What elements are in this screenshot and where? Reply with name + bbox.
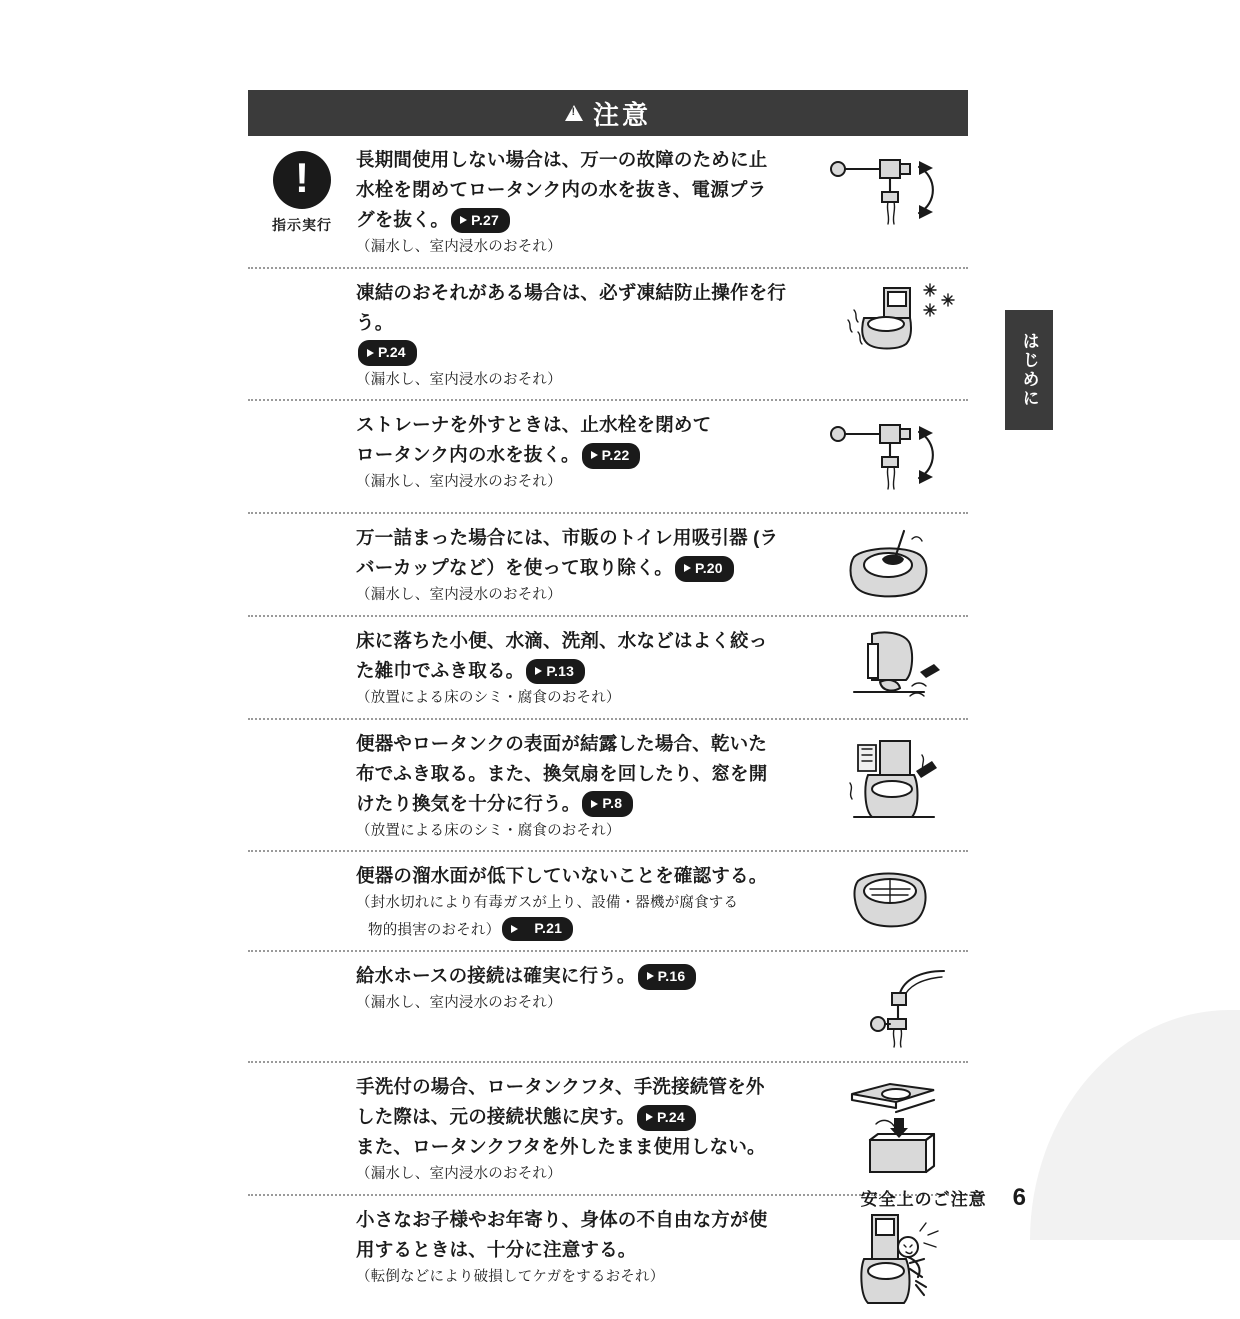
caution-line: 凍結のおそれがある場合は、必ず凍結防止操作を行う。 [356,281,787,333]
caution-note: （漏水し、室内浸水のおそれ） [356,474,562,491]
caution-note: （放置による床のシミ・腐食のおそれ） [356,822,621,839]
caution-figure [820,861,968,939]
instruction-gutter-label: 指示実行 [272,217,332,233]
play-triangle-icon [460,216,467,224]
caution-line-with-ref [356,1102,812,1132]
page-reference-badge[interactable] [638,964,697,990]
caution-figure [820,410,968,504]
warning-triangle-icon [565,105,583,121]
footer-page-number: 6 [1012,1184,1026,1211]
caution-line: した際は、元の接続状態に戻す。 [356,1106,636,1128]
caution-line: グを抜く。 [356,208,450,230]
strainer-valve-icon [824,412,964,504]
instruction-gutter-spacer [248,861,356,867]
caution-note: （漏水し、室内浸水のおそれ） [356,238,562,255]
caution-line: けたり換気を十分に行う。 [356,792,581,814]
caution-item-text [356,410,820,494]
caution-item-text [356,1205,820,1289]
caution-line-with-ref [356,553,812,583]
caution-line: 長期間使用しない場合は、万一の故障のために止 [356,149,768,170]
footer-section-label: 安全上のご注意 [860,1190,987,1209]
caution-line: 手洗付の場合、ロータンクフタ、手洗接続管を外 [356,1076,765,1098]
play-triangle-icon [535,667,542,675]
caution-line: また、ロータンクフタを外したまま使用しない。 [356,1136,766,1158]
caution-banner [248,90,968,136]
page-reference-label: P.21 [534,920,563,937]
caution-line: バーカップなど）を使って取り除く。 [356,557,673,579]
section-side-tab [1005,310,1053,430]
caution-figure [820,145,968,239]
caution-item-row [248,1061,968,1194]
toilet-freeze-icon [824,280,964,362]
caution-note: （漏水し、室内浸水のおそれ） [356,1166,562,1183]
play-triangle-icon [591,800,598,808]
exclamation-circle-icon: ! [273,151,331,209]
page-reference-label: P.16 [657,967,686,984]
condensation-wipe-icon [824,731,964,831]
caution-line-with-ref [356,656,812,686]
section-side-tab-label: はじめに [1019,332,1039,408]
caution-line-with-ref [356,440,812,470]
page-reference-label: P.20 [694,559,723,576]
page-reference-badge[interactable] [526,659,585,685]
caution-item-row [248,399,968,512]
caution-line: 用するときは、十分に注意する。 [356,1238,637,1260]
caution-item-text [356,729,820,843]
play-triangle-icon [367,349,374,357]
page-reference-label: P.24 [378,344,406,361]
caution-item-row [248,136,968,267]
stop-valve-close-icon [824,147,964,239]
caution-note: （放置による床のシミ・腐食のおそれ） [356,689,621,706]
caution-line: 給水ホースの接続は確実に行う。 [356,965,636,987]
wipe-floor-cloth-icon [824,628,964,708]
page-reference-badge[interactable] [582,443,641,469]
tank-lid-handwash-icon [824,1074,964,1176]
caution-ref-line [356,338,812,368]
caution-line: 便器の溜水面が低下していないことを確認する。 [356,865,768,887]
page-reference-badge[interactable] [675,556,734,582]
instruction-gutter-spacer [248,523,356,529]
page-reference-label: P.8 [602,795,623,812]
caution-line: 水栓を閉めてロータンク内の水を抜き、電源プラ [356,178,767,200]
water-seal-level-icon [824,863,964,939]
play-triangle-icon [647,972,654,980]
caution-item-text [356,626,820,710]
caution-item-text [356,278,820,392]
page-reference-label: P.13 [546,662,575,679]
page-reference-badge[interactable] [582,791,633,817]
caution-figure [820,1205,968,1311]
instruction-gutter-spacer [248,626,356,632]
caution-item-row [248,512,968,615]
caution-item-text [356,523,820,607]
caution-note-with-ref [356,917,812,942]
plunger-bowl-icon [824,525,964,603]
caution-item-text [356,145,820,259]
caution-figure [820,626,968,708]
instruction-gutter [248,145,356,235]
caution-note: 物的損害のおそれ） [368,922,501,939]
caution-line: 床に落ちた小便、水滴、洗剤、水などはよく絞っ [356,630,768,651]
caution-line: 布でふき取る。また、換気扇を回したり、窓を開 [356,762,768,784]
instruction-gutter-spacer [248,961,356,967]
page-reference-label: P.22 [601,446,630,463]
caution-item-row [248,850,968,950]
caution-line: た雑巾でふき取る。 [356,659,525,681]
caution-item-row [248,615,968,718]
instruction-gutter-spacer [248,1205,356,1211]
page-footer [861,1184,1026,1212]
caution-line: ロータンク内の水を抜く。 [356,444,580,466]
caution-figure [820,278,968,362]
instruction-gutter-spacer [248,410,356,416]
caution-item-text [356,1072,820,1186]
caution-item-row [248,950,968,1061]
caution-note: （漏水し、室内浸水のおそれ） [356,587,562,604]
caution-note: （漏水し、室内浸水のおそれ） [356,371,562,388]
caution-item-row [248,267,968,400]
caution-note: （転倒などにより破損してケガをするおそれ） [356,1268,665,1285]
page-reference-badge[interactable] [637,1105,696,1131]
instruction-gutter-spacer [248,278,356,284]
caution-item-row [248,1194,968,1319]
play-triangle-icon [511,925,518,933]
caution-line: 小さなお子様やお年寄り、身体の不自由な方が使 [356,1208,768,1230]
caution-line-with-ref [356,205,812,235]
caution-figure [820,729,968,831]
page-reference-badge[interactable] [451,208,510,234]
play-triangle-icon [591,451,598,459]
corner-decoration [1030,1010,1240,1240]
instruction-gutter-spacer [248,1072,356,1078]
caution-figure [820,1072,968,1176]
caution-note: （漏水し、室内浸水のおそれ） [356,995,562,1012]
play-triangle-icon [684,564,691,572]
caution-line-with-ref [356,789,812,819]
caution-note: （封水切れにより有毒ガスが上り、設備・器機が腐食する [356,895,739,912]
page-reference-label: P.27 [471,211,499,228]
play-triangle-icon [646,1113,653,1121]
instruction-gutter-spacer [248,729,356,735]
page-reference-badge[interactable] [502,917,573,941]
caution-figure [820,961,968,1053]
caution-line: ストレーナを外すときは、止水栓を閉めて [356,414,712,436]
caution-item-text [356,961,820,1015]
page-reference-label: P.24 [657,1108,685,1125]
caution-figure [820,523,968,603]
supply-hose-icon [824,963,964,1053]
child-falling-icon [824,1207,964,1311]
caution-item-row [248,718,968,851]
caution-content [248,90,968,1319]
page-reference-badge[interactable] [358,340,417,366]
caution-line-with-ref [356,961,812,991]
caution-line: 便器やロータンクの表面が結露した場合、乾いた [356,732,768,754]
caution-item-text [356,861,820,942]
caution-line: 万一詰まった場合には、市販のトイレ用吸引器 (ラ [356,527,779,549]
caution-banner-title: 注意 [592,99,651,130]
